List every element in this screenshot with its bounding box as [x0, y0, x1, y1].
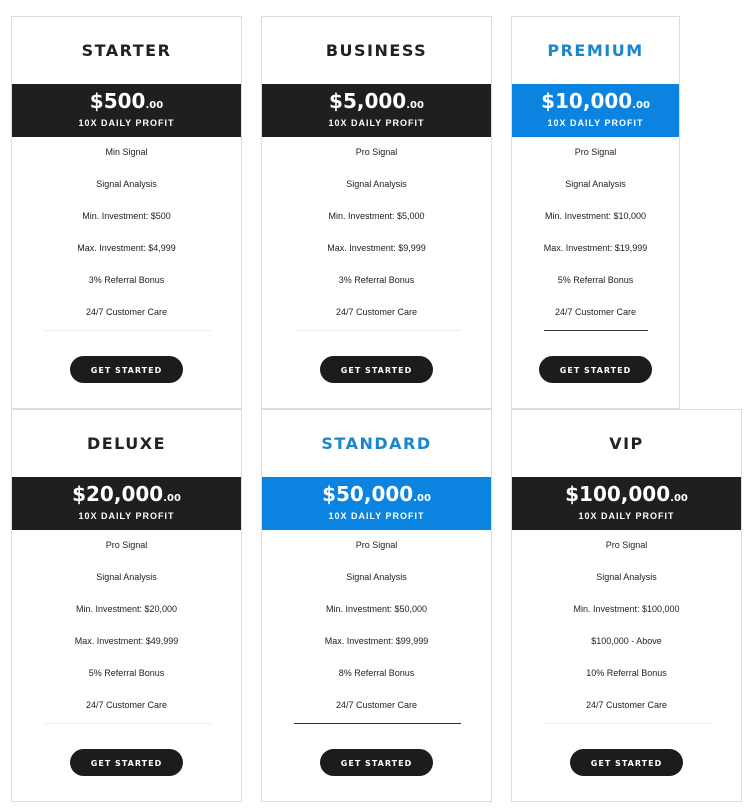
feature-item: Min. Investment: $20,000	[75, 604, 178, 614]
feature-item: Max. Investment: $9,999	[327, 243, 426, 253]
feature-item: 24/7 Customer Care	[554, 307, 637, 317]
feature-item: Pro Signal	[105, 540, 148, 550]
feature-item: Max. Investment: $99,999	[324, 636, 429, 646]
price-subtitle: 10X DAILY PROFIT	[328, 511, 425, 521]
plan-title: STARTER	[81, 41, 172, 60]
price	[262, 89, 491, 118]
price-amount: $5,000	[329, 89, 407, 113]
divider	[294, 330, 461, 331]
feature-list	[12, 137, 241, 329]
feature-item: 24/7 Customer Care	[335, 700, 418, 710]
feature-item: 24/7 Customer Care	[85, 307, 168, 317]
get-started-button[interactable]: GET STARTED	[70, 749, 183, 776]
price-subtitle: 10X DAILY PROFIT	[328, 118, 425, 128]
feature-item: Signal Analysis	[96, 179, 157, 189]
price-amount: $100,000	[565, 482, 671, 506]
feature-item: Pro Signal	[355, 147, 398, 157]
price-band	[12, 84, 241, 137]
price-cents: .00	[632, 100, 650, 111]
feature-item: Min. Investment: $100,000	[573, 604, 680, 614]
feature-item: Signal Analysis	[96, 572, 157, 582]
feature-item: 10% Referral Bonus	[586, 668, 667, 678]
feature-item: Pro Signal	[605, 540, 648, 550]
price-band	[512, 477, 741, 530]
feature-list	[262, 137, 491, 329]
price-band	[12, 477, 241, 530]
plan-card-deluxe	[11, 409, 242, 802]
feature-item: 24/7 Customer Care	[85, 700, 168, 710]
feature-list	[512, 137, 679, 329]
price	[512, 89, 679, 118]
feature-item: Signal Analysis	[565, 179, 626, 189]
feature-item: Max. Investment: $49,999	[74, 636, 179, 646]
feature-item: 5% Referral Bonus	[88, 668, 165, 678]
feature-item: 8% Referral Bonus	[338, 668, 415, 678]
feature-item: 3% Referral Bonus	[88, 275, 165, 285]
feature-item: Min. Investment: $50,000	[325, 604, 428, 614]
feature-item: Min. Investment: $500	[82, 211, 171, 221]
feature-item: Min. Investment: $10,000	[544, 211, 647, 221]
price-amount: $20,000	[72, 482, 164, 506]
price-subtitle: 10X DAILY PROFIT	[78, 118, 175, 128]
price	[12, 482, 241, 511]
get-started-button[interactable]: GET STARTED	[320, 356, 433, 383]
plan-card-starter	[11, 16, 242, 409]
divider	[44, 330, 211, 331]
divider	[544, 330, 648, 331]
price-subtitle: 10X DAILY PROFIT	[547, 118, 644, 128]
plan-title: PREMIUM	[547, 41, 644, 60]
plan-card-premium	[511, 16, 680, 409]
plan-title: STANDARD	[321, 434, 432, 453]
price	[262, 482, 491, 511]
price-band	[262, 477, 491, 530]
feature-item: 24/7 Customer Care	[585, 700, 668, 710]
plan-title: DELUXE	[86, 434, 167, 453]
feature-list	[12, 530, 241, 722]
price	[12, 89, 241, 118]
get-started-button[interactable]: GET STARTED	[70, 356, 183, 383]
price-cents: .00	[670, 493, 688, 504]
feature-item: Max. Investment: $19,999	[543, 243, 648, 253]
price-cents: .00	[406, 100, 424, 111]
plan-card-business	[261, 16, 492, 409]
plan-title: VIP	[609, 434, 644, 453]
feature-item: Pro Signal	[355, 540, 398, 550]
feature-item: $100,000 - Above	[591, 636, 662, 646]
feature-item: 24/7 Customer Care	[335, 307, 418, 317]
feature-item: Signal Analysis	[346, 572, 407, 582]
price-subtitle: 10X DAILY PROFIT	[78, 511, 175, 521]
price-cents: .00	[163, 493, 181, 504]
feature-item: Signal Analysis	[346, 179, 407, 189]
feature-item: Min. Investment: $5,000	[328, 211, 425, 221]
price-subtitle: 10X DAILY PROFIT	[578, 511, 675, 521]
price-amount: $50,000	[322, 482, 414, 506]
feature-item: Pro Signal	[574, 147, 617, 157]
plan-title: BUSINESS	[325, 41, 428, 60]
divider	[294, 723, 461, 724]
divider	[544, 723, 711, 724]
feature-item: 3% Referral Bonus	[338, 275, 415, 285]
price-amount: $500	[89, 89, 146, 113]
price-band	[512, 84, 679, 137]
feature-item: Signal Analysis	[596, 572, 657, 582]
get-started-button[interactable]: GET STARTED	[539, 356, 652, 383]
feature-item: Min Signal	[105, 147, 148, 157]
get-started-button[interactable]: GET STARTED	[320, 749, 433, 776]
plan-card-vip	[511, 409, 742, 802]
get-started-button[interactable]: GET STARTED	[570, 749, 683, 776]
price	[512, 482, 741, 511]
divider	[44, 723, 211, 724]
price-cents: .00	[413, 493, 431, 504]
feature-list	[512, 530, 741, 722]
price-band	[262, 84, 491, 137]
feature-item: 5% Referral Bonus	[557, 275, 634, 285]
price-cents: .00	[145, 100, 164, 111]
feature-list	[262, 530, 491, 722]
price-amount: $10,000	[541, 89, 633, 113]
feature-item: Max. Investment: $4,999	[77, 243, 176, 253]
plan-card-standard	[261, 409, 492, 802]
